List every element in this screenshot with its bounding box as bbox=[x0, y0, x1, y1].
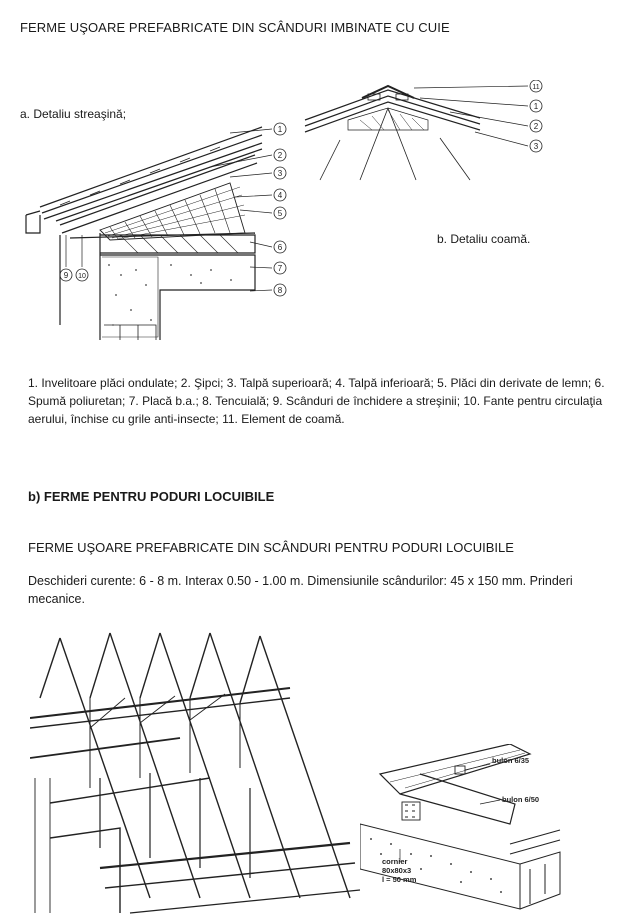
detail-b-label: b. Detaliu coamă. bbox=[437, 232, 531, 246]
description-text: Deschideri curente: 6 - 8 m. Interax 0.50 - 1.00 m. Dimensiunile scândurilor: 45 x 150 mm. Prinderi mecanice. bbox=[28, 574, 573, 606]
callout-a-3: 3 bbox=[277, 169, 283, 178]
callout-a-10: 10 bbox=[78, 273, 86, 280]
truss-isometric-drawing bbox=[30, 628, 370, 918]
bolt-6-35-label: bulon 6/35 bbox=[492, 756, 530, 765]
section-subtitle: FERME UŞOARE PREFABRICATE DIN SCÂNDURI PENTRU PODURI LOCUIBILE bbox=[28, 540, 514, 555]
callout-a-6: 6 bbox=[277, 243, 283, 252]
legend-text: 1. Invelitoare plăci ondulate; 2. Şipci; 3. Talpă superioară; 4. Talpă inferioară; 5. Plăci din derivate de lemn; 6. Spumă poliuretan; 7. Placă b.a.; 8. Tencuială; 9. Scânduri de închidere a streşinii; 10. Fante pentru circulaţia aerului, închise cu grile anti-insecte; 11. Element de coamă. bbox=[28, 376, 605, 426]
cornier-label-line2: 80x80x3 bbox=[382, 866, 412, 875]
callout-a-7: 7 bbox=[277, 264, 283, 273]
callout-b-11: 11 bbox=[532, 84, 540, 91]
callout-a-9: 9 bbox=[63, 271, 69, 280]
connection-detail-drawing bbox=[360, 744, 610, 914]
callout-a-4: 4 bbox=[277, 191, 283, 200]
callout-a-1: 1 bbox=[277, 125, 283, 134]
ridge-detail-drawing bbox=[300, 80, 550, 190]
bolt-6-50-label: bulon 6/50 bbox=[502, 795, 540, 804]
callout-b-1: 1 bbox=[533, 102, 539, 111]
eave-detail-drawing bbox=[0, 115, 300, 345]
cornier-label-line1: cornier bbox=[382, 857, 408, 866]
callout-a-8: 8 bbox=[277, 286, 283, 295]
callout-a-5: 5 bbox=[277, 209, 283, 218]
section-heading: b) FERME PENTRU PODURI LOCUIBILE bbox=[28, 489, 275, 504]
callout-a-2: 2 bbox=[277, 151, 283, 160]
callout-b-2: 2 bbox=[533, 122, 539, 131]
detail-a-label: a. Detaliu streaşină; bbox=[20, 107, 127, 121]
page-title: FERME UŞOARE PREFABRICATE DIN SCÂNDURI IMBINATE CU CUIE bbox=[20, 20, 450, 35]
callout-b-3: 3 bbox=[533, 142, 539, 151]
cornier-label-line3: l = 50 mm bbox=[382, 875, 417, 884]
